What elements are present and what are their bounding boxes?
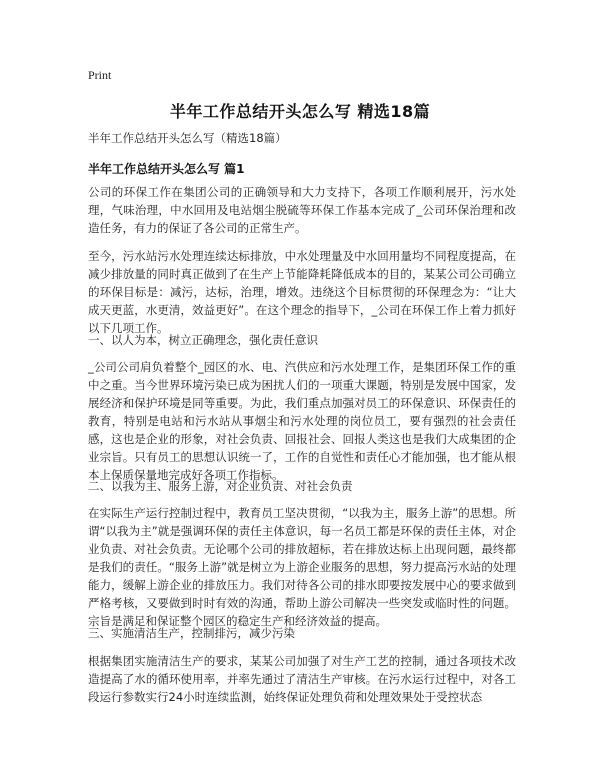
paragraph-4: 在实际生产运行控制过程中，教育员工坚决贯彻，“以我为主，服务上游”的思想。所谓“以我为主”就是强调环保的责任主体意识，每一名员工都是环保的责任主体，对企业负责、对社会负责。无论哪个公司的排放超标，若在排放达标上出现问题，最终都是我们的责任。“服务上游”就是树立为上游企业服务的思想，努力提高污水站的处理能力，缓解上游企业的排放压力。我们对待各公司的排水即要按发展中心的要求做到严格考核，又要做到时时有效的沟通，帮助上游公司解决一些突发或临时性的问题。宗旨是满足和保证整个园区的稳定生产和经济效益的提高。 [88, 506, 516, 628]
paragraph-1: 公司的环保工作在集团公司的正确领导和大力支持下，各项工作顺利展开，污水处理，气味治理，中水回用及电站烟尘脱硫等环保工作基本完成了_公司环保治理和改造任务，有力的保证了各公司的正常生产。 [88, 185, 516, 235]
print-link[interactable]: Print [88, 68, 112, 82]
paragraph-3: _公司公司肩负着整个_园区的水、电、汽供应和污水处理工作，是集团环保工作的重中之重。当今世界环境污染已成为困扰人们的一项重大课题，特别是发展中国家，发展经济和保护环境是同等重要。为此，我们重点加强对员工的环保意识、环保责任的教育，特别是电站和污水站从事烟尘和污水处理的岗位员工，要有强烈的社会责任感，这也是企业的形象，对社会负责、回报社会、回报人类这也是我们大成集团的企业宗旨。只有员工的思想认识统一了，工作的自觉性和责任心才能加强，也才能从根本上保质保量地完成好各项工作指标。 [88, 360, 516, 482]
sub-heading-3: 三、实施清洁生产，控制排污，减少污染 [88, 626, 295, 640]
document-title: 半年工作总结开头怎么写 精选18篇 [169, 102, 431, 121]
document-subtitle: 半年工作总结开头怎么写（精选18篇） [88, 131, 287, 145]
section-heading: 半年工作总结开头怎么写 篇1 [88, 162, 245, 176]
paragraph-2: 至今，污水站污水处理连续达标排放，中水处理量及中水回用量均不同程度提高，在减少排放量的同时真正做到了在生产上节能降耗降低成本的目的，某某公司公司确立的环保目标是：减污，达标，治理，增效。违绕这个目标贯彻的环保理念为：“让大成天更蓝，水更清，效益更好”。在这个理念的指导下，_公司在环保工作上着力抓好以下几项工作。 [88, 249, 516, 335]
sub-heading-1: 一、以人为本，树立正确理念，强化责任意识 [88, 333, 318, 347]
sub-heading-2: 二、以我为主、服务上游，对企业负责、对社会负责 [88, 479, 353, 493]
paragraph-5: 根据集团实施清洁生产的要求，某某公司加强了对生产工艺的控制，通过各项技术改造提高了水的循环使用率，并率先通过了清洁生产审核。在污水运行过程中，对各工段运行参数实行24小时连续监测，始终保证处理负荷和处理效果处于受控状态 [88, 654, 516, 704]
